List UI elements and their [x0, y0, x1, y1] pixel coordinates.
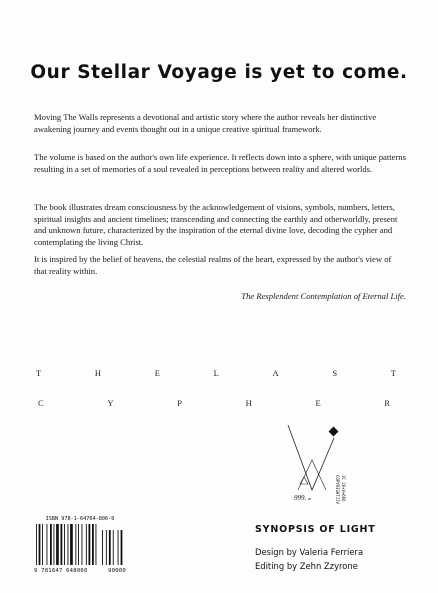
barcode-bar: [68, 524, 69, 565]
title-letter: H: [245, 398, 252, 408]
barcode-addon-bar: [121, 530, 123, 565]
title-letter: E: [315, 398, 321, 408]
barcode-addon-bar: [113, 530, 114, 565]
synopsis-logo: [268, 420, 358, 510]
title-letter: P: [177, 398, 182, 408]
title-letter: T: [36, 368, 42, 378]
title-letter: L: [213, 368, 219, 378]
logo-copyright-line2: JC 20+V+666: [341, 475, 346, 502]
barcode-bar: [36, 524, 37, 565]
synopsis-paragraph: It is inspired by the belief of heavens, the celestial realms of the heart, expressed by the author's view of that reality within.: [34, 254, 392, 276]
barcode-bars: [34, 524, 126, 567]
barcode-bar: [75, 524, 76, 565]
barcode-bar: [70, 524, 73, 565]
title-letter: A: [272, 368, 279, 378]
barcode-bar: [50, 524, 52, 565]
brand-title: SYNOPSIS OF LIGHT: [255, 524, 376, 535]
tagline: The Resplendent Contemplation of Eternal Life.: [241, 291, 406, 301]
barcode-bar: [54, 524, 55, 565]
logo-number-suffix: m: [308, 496, 312, 501]
logo-v-line: [288, 425, 334, 490]
title-letter: E: [154, 368, 160, 378]
logo-copyright-line1: COPYRIGHTJJV: [335, 475, 340, 504]
barcode-bar: [89, 524, 91, 565]
isbn-text: ISBN 978-1-64764-806-0: [45, 516, 115, 522]
headline: Our Stellar Voyage is yet to come.: [30, 62, 408, 83]
barcode-bar: [42, 524, 43, 565]
barcode-bar: [78, 524, 79, 565]
barcode-bar: [64, 524, 65, 565]
barcode-digits-left: 9 781647 648060: [34, 568, 88, 574]
logo-diamond: [329, 427, 339, 437]
title-row-the-last: [36, 368, 396, 378]
barcode-bar: [61, 524, 63, 565]
title-letter: Y: [107, 398, 114, 408]
barcode-bar: [56, 524, 59, 565]
barcode-bar: [92, 524, 94, 565]
title-letter: C: [38, 398, 44, 408]
editing-credit: Editing by Zehn Zzyrone: [255, 561, 358, 571]
barcode-bar: [96, 524, 97, 565]
barcode-addon-bar: [118, 530, 119, 565]
title-letter: R: [384, 398, 390, 408]
barcode-digits-right: 90000: [108, 568, 126, 574]
title-row-cypher: [38, 398, 390, 408]
barcode-digits: [34, 568, 126, 574]
logo-number: 999.: [294, 494, 307, 502]
synopsis-paragraph: Moving The Walls represents a devotional and artistic story where the author reveals her distinctive awakening journey and events thought out in a unique creative spiritual framework.: [34, 112, 377, 134]
barcode-bar: [47, 524, 48, 565]
design-credit: Design by Valeria Ferriera: [255, 547, 364, 557]
barcode-bar: [82, 524, 83, 565]
barcode-addon-bar: [106, 530, 107, 565]
title-letter: H: [94, 368, 102, 378]
isbn-barcode: [34, 516, 126, 576]
barcode-bar: [86, 524, 87, 565]
synopsis-paragraph: The volume is based on the author's own life experience. It reflects down into a sphere, with unique patterns resulting in a set of memories of a soul revealed in perceptions between reality and altered worlds.: [34, 152, 406, 174]
barcode-addon-bar: [102, 530, 103, 565]
barcode-bar: [39, 524, 41, 565]
synopsis-paragraph: The book illustrates dream consciousness by the acknowledgement of visions, symbols, numbers, letters, spiritual insights and ancient timelines; transcending and connecting the earthly and otherworldly, present and unknown future, characterized by the inspiration of the eternal divine love, decoding the cypher and contemplating the living Christ.: [34, 202, 398, 247]
title-letter: S: [332, 368, 338, 378]
barcode-addon-bar: [109, 530, 111, 565]
title-letter: T: [390, 368, 396, 378]
